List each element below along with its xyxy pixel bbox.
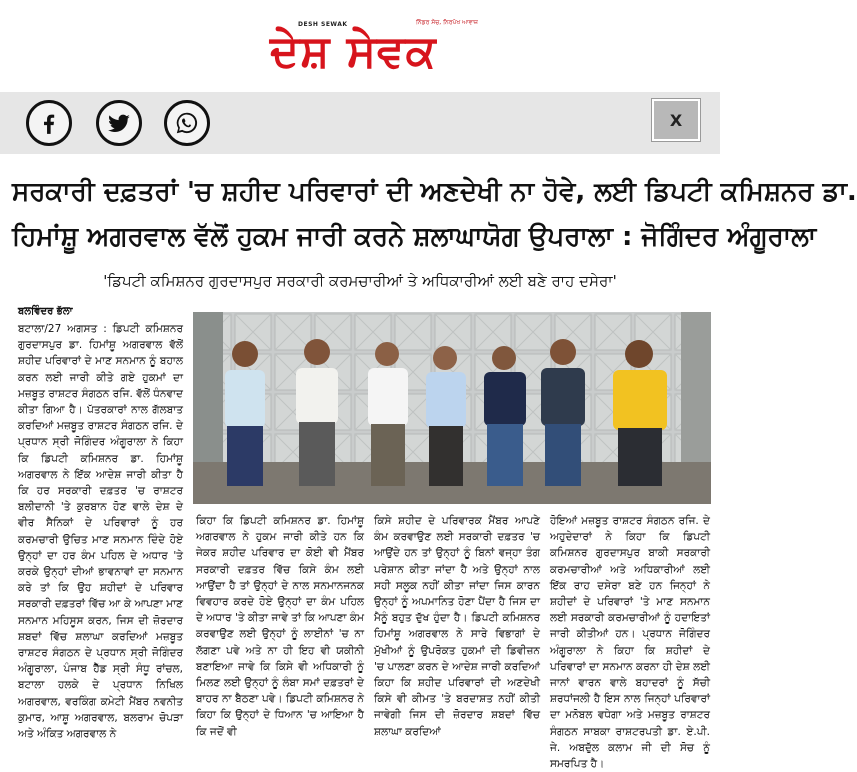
whatsapp-share-button[interactable] bbox=[164, 100, 210, 146]
newspaper-logo[interactable]: ਦੇਸ਼ ਸੇਵਕ bbox=[270, 26, 437, 77]
whatsapp-icon bbox=[174, 110, 200, 136]
twitter-share-button[interactable] bbox=[96, 100, 142, 146]
close-icon: X bbox=[669, 110, 683, 130]
article-column-2: ਕਿਹਾ ਕਿ ਡਿਪਟੀ ਕਮਿਸ਼ਨਰ ਡਾ. ਹਿਮਾਂਸ਼ੂ ਅਗਰਵਾਲ ਨੇ ਹੁਕਮ ਜਾਰੀ ਕੀਤੇ ਹਨ ਕਿ ਜੇਕਰ ਸ਼ਹੀਦ ਪਰਿਵਾਰ ਦਾ ਕੋਈ ਵੀ ਮੈਂਬਰ ਸਰਕਾਰੀ ਦਫ਼ਤਰ ਵਿੱਚ ਕਿਸੇ ਕੰਮ ਲਈ ਆਉਂਦਾ ਹੈ ਤਾਂ ਉਨ੍ਹਾਂ ਦੇ ਨਾਲ ਸਨਮਾਨਜਨਕ ਵਿਵਹਾਰ ਕਰਦੇ ਹੋਏ ਉਨ੍ਹਾਂ ਦਾ ਕੰਮ ਪਹਿਲ ਦੇ ਅਧਾਰ 'ਤੇ ਕੀਤਾ ਜਾਵੇ ਤਾਂ ਕਿ ਆਪਣਾ ਕੰਮ ਕਰਵਾਉਣ ਲਈ ਉਨ੍ਹਾਂ ਨੂੰ ਲਾਈਨਾਂ 'ਚ ਨਾ ਲੱਗਣਾ ਪਵੇ ਅਤੇ ਨਾ ਹੀ ਇਹ ਵੀ ਯਕੀਨੀ ਬਣਾਇਆ ਜਾਵੇ ਕਿ ਕਿਸੇ ਵੀ ਅਧਿਕਾਰੀ ਨੂੰ ਮਿਲਣ ਲਈ ਉਨ੍ਹਾਂ ਨੂੰ ਲੰਬਾ ਸਮਾਂ ਦਫ਼ਤਰਾਂ ਦੇ ਬਾਹਰ ਨਾ ਬੈਠਣਾ ਪਵੇ। ਡਿਪਟੀ ਕਮਿਸ਼ਨਰ ਨੇ ਕਿਹਾ ਕਿ ਉਨ੍ਹਾਂ ਦੇ ਧਿਆਨ 'ਚ ਆਇਆ ਹੈ ਕਿ ਜਦੋਂ ਵੀ bbox=[196, 515, 364, 738]
facebook-icon bbox=[36, 110, 62, 136]
brand-tagline: ਨਿੱਡਰ ਸੋਚ, ਨਿਰਪੱਖ ਆਵਾਜ਼ bbox=[416, 19, 478, 26]
headline-line-2: ਹਿਮਾਂਸ਼ੂ ਅਗਰਵਾਲ ਵੱਲੋਂ ਹੁਕਮ ਜਾਰੀ ਕਰਨੇ ਸ਼ਲਾਘਾਯੋਗ ਉਪਰਾਲਾ : ਜੋਗਿੰਦਰ ਅੰਗੂਰਾਲਾ bbox=[12, 222, 817, 252]
facebook-share-button[interactable] bbox=[26, 100, 72, 146]
group-photo-illustration bbox=[193, 312, 711, 504]
subheadline: 'ਡਿਪਟੀ ਕਮਿਸ਼ਨਰ ਗੁਰਦਾਸਪੁਰ ਸਰਕਾਰੀ ਕਰਮਚਾਰੀਆਂ ਤੇ ਅਧਿਕਾਰੀਆਂ ਲਈ ਬਣੇ ਰਾਹ ਦਸੇਰਾ' bbox=[103, 272, 617, 290]
article-column-4: ਹੋਇਆਂ ਮਜ਼ਬੂਤ ਰਾਸ਼ਟਰ ਸੰਗਠਨ ਰਜਿ. ਦੇ ਅਹੁਦੇਦਾਰਾਂ ਨੇ ਕਿਹਾ ਕਿ ਡਿਪਟੀ ਕਮਿਸ਼ਨਰ ਗੁਰਦਾਸਪੁਰ ਬਾਕੀ ਸਰਕਾਰੀ ਕਰਮਚਾਰੀਆਂ ਅਤੇ ਅਧਿਕਾਰੀਆਂ ਲਈ ਇੱਕ ਰਾਹ ਦਸੇਰਾ ਬਣੇ ਹਨ ਜਿਨ੍ਹਾਂ ਨੇ ਸ਼ਹੀਦਾਂ ਦੇ ਪਰਿਵਾਰਾਂ 'ਤੇ ਮਾਣ ਸਨਮਾਨ ਲਈ ਸਰਕਾਰੀ ਕਰਮਚਾਰੀਆਂ ਨੂੰ ਹਦਾਇਤਾਂ ਜਾਰੀ ਕੀਤੀਆਂ ਹਨ। ਪ੍ਰਧਾਨ ਜੋਗਿੰਦਰ ਅੰਗੂਰਾਲਾ ਨੇ ਕਿਹਾ ਕਿ ਸ਼ਹੀਦਾਂ ਦੇ ਪਰਿਵਾਰਾਂ ਦਾ ਸਨਮਾਨ ਕਰਨਾ ਹੀ ਦੇਸ਼ ਲਈ ਜਾਨਾਂ ਵਾਰਨ ਵਾਲੇ ਬਹਾਦਰਾਂ ਨੂੰ ਸੱਚੀ ਸ਼ਰਧਾਂਜਲੀ ਹੈ ਇਸ ਨਾਲ ਜਿਨ੍ਹਾਂ ਪਰਿਵਾਰਾਂ ਦਾ ਮਨੋਬਲ ਵਧੇਗਾ ਅਤੇ ਮਜ਼ਬੂਤ ਰਾਸ਼ਟਰ ਸੰਗਠਨ ਸਾਬਕਾ ਰਾਸ਼ਟਰਪਤੀ ਡਾ. ਏ.ਪੀ. ਜੇ. ਅਬਦੁੱਲ ਕਲਾਮ ਜੀ ਦੀ ਸੋਚ ਨੂੰ ਸਮਰਪਿਤ ਹੈ। bbox=[550, 515, 710, 771]
headline-line-1: ਸਰਕਾਰੀ ਦਫ਼ਤਰਾਂ 'ਚ ਸ਼ਹੀਦ ਪਰਿਵਾਰਾਂ ਦੀ ਅਣਦੇਖੀ ਨਾ ਹੋਵੇ, ਲਈ ਡਿਪਟੀ ਕਮਿਸ਼ਨਰ ਡਾ. bbox=[12, 177, 857, 207]
twitter-icon bbox=[106, 110, 132, 136]
article-column-3: ਕਿਸੇ ਸ਼ਹੀਦ ਦੇ ਪਰਿਵਾਰਕ ਮੈਂਬਰ ਆਪਣੇ ਕੰਮ ਕਰਵਾਉਣ ਲਈ ਸਰਕਾਰੀ ਦਫ਼ਤਰ 'ਚ ਆਉਂਦੇ ਹਨ ਤਾਂ ਉਨ੍ਹਾਂ ਨੂੰ ਬਿਨਾਂ ਵਜ੍ਹਾ ਤੰਗ ਪਰੇਸ਼ਾਨ ਕੀਤਾ ਜਾਂਦਾ ਹੈ ਅਤੇ ਉਨ੍ਹਾਂ ਨਾਲ ਸਹੀ ਸਲੂਕ ਨਹੀਂ ਕੀਤਾ ਜਾਂਦਾ ਜਿਸ ਕਾਰਨ ਉਨ੍ਹਾਂ ਨੂੰ ਅਪਮਾਨਿਤ ਹੋਣਾ ਪੈਂਦਾ ਹੈ ਜਿਸ ਦਾ ਮੈਨੂੰ ਬਹੁਤ ਦੁੱਖ ਹੁੰਦਾ ਹੈ। ਡਿਪਟੀ ਕਮਿਸ਼ਨਰ ਹਿਮਾਂਸ਼ੂ ਅਗਰਵਾਲ ਨੇ ਸਾਰੇ ਵਿਭਾਗਾਂ ਦੇ ਮੁੱਖੀਆਂ ਨੂੰ ਉਪਰੋਕਤ ਹੁਕਮਾਂ ਦੀ ਡਿਵੀਜ਼ਨ 'ਚ ਪਾਲਣਾ ਕਰਨ ਦੇ ਆਦੇਸ਼ ਜਾਰੀ ਕਰਦਿਆਂ ਕਿਹਾ ਕਿ ਸ਼ਹੀਦ ਪਰਿਵਾਰਾਂ ਦੀ ਅਣਦੇਖੀ ਕਿਸੇ ਵੀ ਕੀਮਤ 'ਤੇ ਬਰਦਾਸ਼ਤ ਨਹੀਂ ਕੀਤੀ ਜਾਵੇਗੀ ਜਿਸ ਦੀ ਜ਼ੋਰਦਾਰ ਸ਼ਬਦਾਂ ਵਿੱਚ ਸ਼ਲਾਘਾ ਕਰਦਿਆਂ bbox=[374, 515, 540, 738]
article-column-1: ਬਟਾਲਾ/27 ਅਗਸਤ : ਡਿਪਟੀ ਕਮਿਸ਼ਨਰ ਗੁਰਦਾਸਪੁਰ ਡਾ. ਹਿਮਾਂਸ਼ੂ ਅਗਰਵਾਲ ਵੱਲੋਂ ਸ਼ਹੀਦ ਪਰਿਵਾਰਾਂ ਦੇ ਮਾਣ ਸਨਮਾਨ ਨੂੰ ਬਹਾਲ ਕਰਨ ਲਈ ਜਾਰੀ ਕੀਤੇ ਗਏ ਹੁਕਮਾਂ ਦਾ ਮਜ਼ਬੂਤ ਰਾਸ਼ਟਰ ਸੰਗਠਨ ਰਜਿ. ਵੱਲੋਂ ਧੰਨਵਾਦ ਕੀਤਾ ਗਿਆ ਹੈ। ਪੱਤਰਕਾਰਾਂ ਨਾਲ ਗੱਲਬਾਤ ਕਰਦਿਆਂ ਮਜ਼ਬੂਤ ਰਾਸ਼ਟਰ ਸੰਗਠਨ ਰਜਿ. ਦੇ ਪ੍ਰਧਾਨ ਸ੍ਰੀ ਜੋਗਿੰਦਰ ਅੰਗੂਰਾਲਾ ਨੇ ਕਿਹਾ ਕਿ ਡਿਪਟੀ ਕਮਿਸ਼ਨਰ ਡਾ. ਹਿਮਾਂਸ਼ੂ ਅਗਰਵਾਲ ਨੇ ਇੱਕ ਆਦੇਸ਼ ਜਾਰੀ ਕੀਤਾ ਹੈ ਕਿ ਹਰ ਸਰਕਾਰੀ ਦਫ਼ਤਰ 'ਚ ਰਾਸ਼ਟਰ ਬਲੀਦਾਨੀ 'ਤੇ ਕੁਰਬਾਨ ਹੋਣ ਵਾਲੇ ਦੇਸ਼ ਦੇ ਵੀਰ ਸੈਨਿਕਾਂ ਦੇ ਪਰਿਵਾਰਾਂ ਨੂੰ ਹਰ ਕਰਮਚਾਰੀ ਉਚਿਤ ਮਾਣ ਸਨਮਾਨ ਦਿੰਦੇ ਹੋਏ ਉਨ੍ਹਾਂ ਦਾ ਹਰ ਕੰਮ ਪਹਿਲ ਦੇ ਅਧਾਰ 'ਤੇ ਕਰਕੇ ਉਨ੍ਹਾਂ ਦੀਆਂ ਭਾਵਨਾਵਾਂ ਦਾ ਸਨਮਾਨ ਕਰੇ ਤਾਂ ਕਿ ਉਹ ਸ਼ਹੀਦਾਂ ਦੇ ਪਰਿਵਾਰ ਸਰਕਾਰੀ ਦਫ਼ਤਰਾਂ ਵਿੱਚ ਆ ਕੇ ਆਪਣਾ ਮਾਣ ਸਨਮਾਨ ਮਹਿਸੂਸ ਕਰਨ, ਜਿਸ ਦੀ ਜ਼ੋਰਦਾਰ ਸ਼ਬਦਾਂ ਵਿੱਚ ਸ਼ਲਾਘਾ ਕਰਦਿਆਂ ਮਜ਼ਬੂਤ ਰਾਸ਼ਟਰ ਸੰਗਠਨ ਦੇ ਪ੍ਰਧਾਨ ਸ੍ਰੀ ਜੋਗਿੰਦਰ ਅੰਗੂਰਾਲਾ, ਪੰਜਾਬ ਹੈੱਡ ਸ੍ਰੀ ਸੰਧੂ ਰਾਂਚਲ, ਬਟਾਲਾ ਹਲਕੇ ਦੇ ਪ੍ਰਧਾਨ ਨਿਖਿਲ ਅਗਰਵਾਲ, ਵਰਕਿੰਗ ਕਮੇਟੀ ਮੈਂਬਰ ਨਵਨੀਤ ਕੁਮਾਰ, ਆਸ਼ੂ ਅਗਰਵਾਲ, ਬਲਰਾਮ ਚੋਪੜਾ ਅਤੇ ਅੰਕਿਤ ਅਗਰਵਾਲ ਨੇ bbox=[18, 323, 183, 741]
group-photo bbox=[193, 312, 711, 504]
masthead bbox=[0, 0, 720, 92]
brand-small-text: DESH SEWAK bbox=[298, 21, 348, 28]
byline: ਬਲਵਿੰਦਰ ਭੱਲਾ bbox=[18, 306, 73, 317]
close-button[interactable] bbox=[652, 99, 700, 141]
